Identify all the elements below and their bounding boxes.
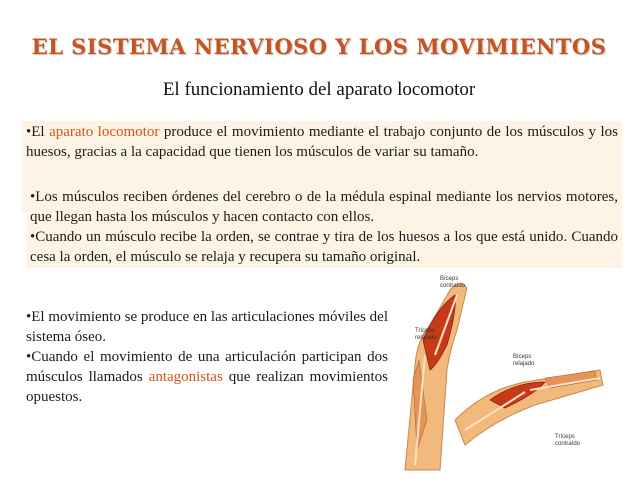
paragraph-antagonistas: •Cuando el movimiento de una articulación participan dos músculos llamados antagonistas que realizan movimientos opuestos.: [26, 349, 389, 405]
label-triceps-relajado-2: relajado: [415, 335, 437, 341]
label-biceps-contraido-1: Bíceps: [440, 276, 459, 282]
highlight-antagonistas: antagonistas: [148, 369, 223, 385]
text-box-musculos: [26, 186, 622, 268]
label-biceps-contraido-2: contraído: [440, 283, 466, 289]
paragraph-ordenes: •Los músculos reciben órdenes del cerebro o de la médula espinal mediante los nervios motores, que llegan hasta los músculos y hacen contacto con ellos.: [30, 189, 618, 225]
label-triceps-contraido-1: Tríceps: [555, 434, 575, 440]
arm-muscles-svg: [395, 270, 610, 475]
extended-arm: [455, 370, 603, 445]
paragraph-text: produce el movimiento mediante el trabajo conjunto de los músculos y los huesos, gracias a la capacidad que tienen los músculos de variar su tamaño.: [26, 124, 618, 160]
label-biceps-relajado-1: Bíceps: [513, 354, 532, 360]
label-biceps-relajado-2: relajado: [513, 361, 535, 367]
label-triceps-contraido-2: contraído: [555, 441, 581, 447]
paragraph-articulaciones: •El movimiento se produce en las articulaciones móviles del sistema óseo.: [26, 309, 388, 345]
highlight-aparato-locomotor: aparato locomotor: [49, 124, 160, 140]
label-triceps-relajado-1: Tríceps: [415, 328, 435, 334]
text-box-articulaciones: [22, 306, 392, 412]
slide-subtitle: El funcionamiento del aparato locomotor: [162, 79, 476, 100]
bullet-text: •El: [26, 124, 50, 140]
paragraph-contraccion: •Cuando un músculo recibe la orden, se contrae y tira de los huesos a los que está unido. Cuando cesa la orden, el músculo se relaja y recupera su tamaño original.: [30, 229, 618, 265]
slide-title: EL SISTEMA NERVIOSO Y LOS MOVIMIENTOS: [31, 34, 607, 59]
arm-muscles-illustration: [395, 270, 610, 475]
flexed-arm: [405, 283, 467, 470]
